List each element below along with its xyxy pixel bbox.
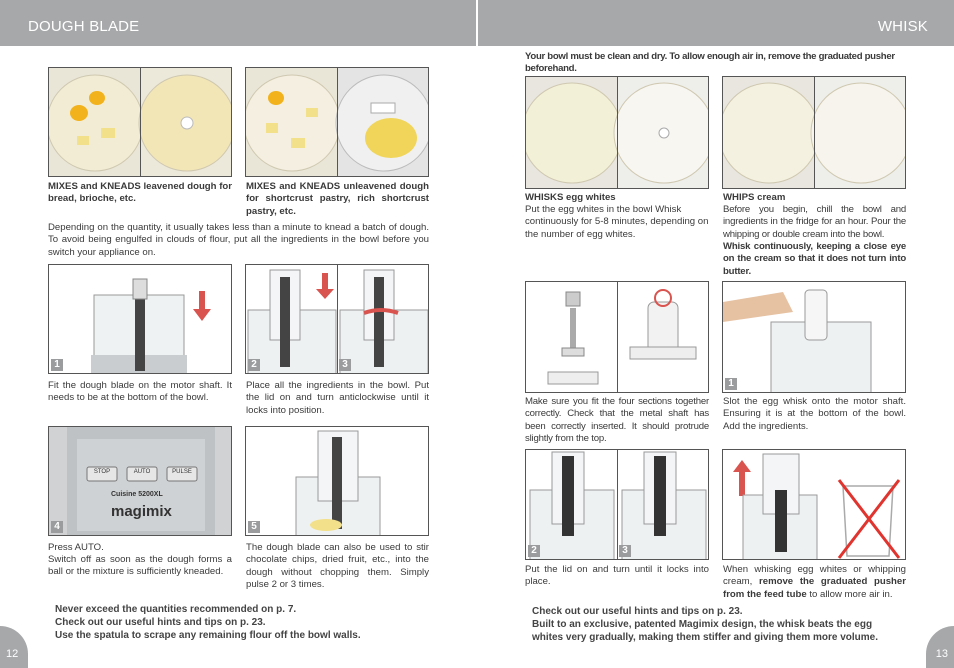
photo-remove-pusher [722,449,906,560]
intro-paragraph: Depending on the quantity, it usually takes less than a minute to knead a batch of dough. To avoid being engulfed in clouds of flour, put all the ingredients in the bowl before you switch your appliance on. [48,222,429,258]
whips-cream-body: Before you begin, chill the bowl and ingredients in the fridge for an hour. Pour the whipping or double cream into the bowl. [723,204,906,240]
step-number-1: 1 [51,359,63,371]
photo-whisk-step-2-3 [525,449,709,560]
right-footer-1: Check out our useful hints and tips on p. 23. [532,606,743,617]
step-1-text: Fit the dough blade on the motor shaft. It needs to be at the bottom of the bowl. [48,380,232,404]
left-footer-1: Never exceed the quantities recommended on p. 7. [55,604,297,615]
step-5-text: The dough blade can also be used to stir chocolate chips, dried fruit, etc., into the dough without chopping them. Simply pulse 2 or 3 times. [246,542,429,590]
photo-cream [722,76,906,189]
caption-leavened: MIXES and KNEADS leavened dough for bread, brioche, etc. [48,181,232,205]
right-header-bar [478,0,954,46]
right-footer-2: Built to an exclusive, patented Magimix design, the whisk beats the egg whites very gradually, making them stiffer and giving them more volume. [532,619,879,643]
photo-leavened-dough [48,67,232,177]
whisk-step-number-3: 3 [619,545,631,557]
step-number-2: 2 [248,359,260,371]
assembly-text: Make sure you fit the four sections together correctly. Check that the metal shaft has been correctly inserted. It should protrude slightly from the top. [525,396,709,444]
step-4-text-line1: Press AUTO. [48,542,104,553]
whisk-step-number-1: 1 [725,378,737,390]
caption-unleavened: MIXES and KNEADS unleavened dough for shortcrust pastry, rich shortcrust pastry, etc. [246,181,429,217]
photo-unleavened-dough [245,67,429,177]
whips-cream-warning: Whisk continuously, keeping a close eye on the cream so that it does not turn into butter. [723,241,906,277]
whips-cream-title: WHIPS cream [723,192,786,203]
whisks-egg-whites-title: WHISKS egg whites [525,192,616,203]
photo-step-2-3 [245,264,429,374]
whisk-step-number-2: 2 [528,545,540,557]
step-4-text-line2: Switch off as soon as the dough forms a ball or the mixture is sufficiently kneaded. [48,554,232,578]
brand-logo: magimix [111,503,172,520]
whisks-egg-whites-body: Put the egg whites in the bowl Whisk continuously for 5-8 minutes, depending on the number of egg whites. [525,204,709,240]
left-footer-2: Check out our useful hints and tips on p. 23. [55,617,266,628]
dough-blade-title: DOUGH BLADE [28,18,140,35]
remove-pusher-text: When whisking egg whites or whipping cream, remove the graduated pusher from the feed tube to allow more air in. [723,564,906,600]
left-header-bar [0,0,476,46]
whisk-step-1-text: Slot the egg whisk onto the motor shaft. Ensuring it is at the bottom of the bowl. Add the ingredients. [723,396,906,432]
photo-whisk-assembly [525,281,709,393]
step-number-5: 5 [248,521,260,533]
photo-step-4-control-panel [48,426,232,536]
left-footer-3: Use the spatula to scrape any remaining flour off the bowl walls. [55,630,361,641]
whisk-step-2-3-text: Put the lid on and turn until it locks into place. [525,564,709,588]
photo-whisk-step-1 [722,281,906,393]
stop-button-label: STOP [93,469,111,475]
pulse-button-label: PULSE [172,469,192,475]
step-number-3: 3 [339,359,351,371]
photo-egg-whites [525,76,709,189]
model-label: Cuisine 5200XL [111,491,163,498]
auto-button-label: AUTO [133,469,151,475]
photo-step-1 [48,264,232,374]
page-number-13: 13 [926,626,954,668]
page-number-12: 12 [0,626,28,668]
step-2-3-text: Place all the ingredients in the bowl. Put the lid on and turn anticlockwise until it locks into position. [246,380,429,416]
step-number-4: 4 [51,521,63,533]
photo-step-5 [245,426,429,536]
whisk-intro: Your bowl must be clean and dry. To allow enough air in, remove the graduated pusher beforehand. [525,51,895,75]
whisk-title: WHISK [877,18,928,35]
